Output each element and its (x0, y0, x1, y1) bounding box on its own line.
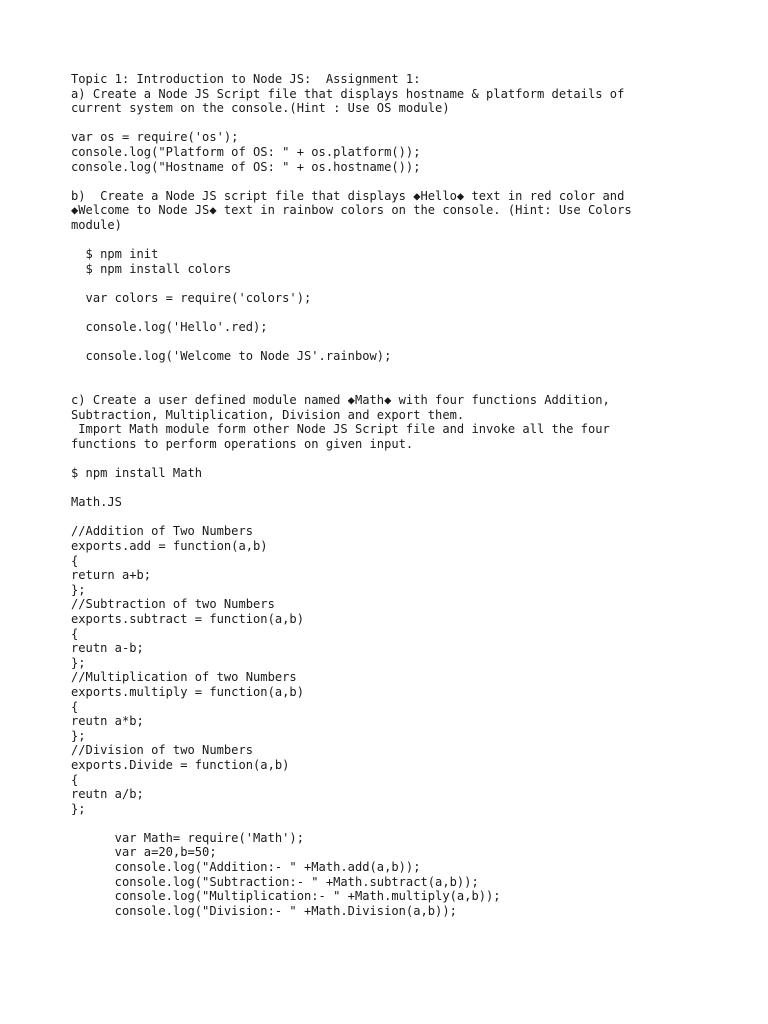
document-line: //Multiplication of two Numbers (71, 670, 297, 685)
document-line: console.log("Addition:- " +Math.add(a,b)); (71, 860, 421, 875)
document-line: console.log('Hello'.red); (71, 320, 268, 335)
document-line: reutn a/b; (71, 787, 144, 802)
blank-line (71, 481, 731, 496)
document-line: exports.multiply = function(a,b) (71, 684, 304, 699)
blank-line (71, 378, 731, 393)
document-line: var os = require('os'); (71, 130, 239, 145)
document-line: module) (71, 217, 122, 232)
document-line: //Subtraction of two Numbers (71, 597, 275, 612)
document-line: reutn a*b; (71, 714, 144, 729)
blank-line (71, 233, 731, 248)
document-line: console.log("Hostname of OS: " + os.hostname()); (71, 159, 421, 174)
blank-line (71, 364, 731, 379)
document-line: { (71, 553, 79, 568)
document-line: reutn a-b; (71, 641, 144, 656)
document-line: { (71, 626, 79, 641)
document-line: var Math= require('Math'); (71, 830, 304, 845)
document-line: var colors = require('colors'); (71, 290, 312, 305)
document-line: console.log("Division:- " +Math.Division(a,b)); (71, 903, 457, 918)
document-line: }; (71, 801, 86, 816)
document-line: { (71, 699, 79, 714)
document-line: exports.subtract = function(a,b) (71, 611, 304, 626)
document-line: functions to perform operations on given input. (71, 436, 414, 451)
document-line: Topic 1: Introduction to Node JS: Assignment 1: (71, 72, 421, 86)
document-line: b) Create a Node JS script file that displays ◆Hello◆ text in red color and (71, 188, 625, 203)
document-line: //Division of two Numbers (71, 743, 254, 758)
document-line: exports.add = function(a,b) (71, 539, 268, 553)
document-line: { (71, 772, 79, 787)
document-line: a) Create a Node JS Script file that displays hostname & platform details of (71, 86, 625, 101)
blank-line (71, 510, 731, 525)
document-line: }; (71, 582, 86, 597)
document-line: exports.Divide = function(a,b) (71, 757, 290, 772)
document-line: Math.JS (71, 495, 122, 510)
document-line: Subtraction, Multiplication, Division and export them. (71, 407, 465, 422)
blank-line (71, 174, 731, 189)
document-line: ◆Welcome to Node JS◆ text in rainbow colors on the console. (Hint: Use Colors (71, 203, 632, 218)
document-line: }; (71, 655, 86, 670)
document-line: }; (71, 728, 86, 743)
document-line: console.log("Multiplication:- " +Math.multiply(a,b)); (71, 889, 501, 904)
document-line: $ npm install colors (71, 261, 232, 276)
document-line: return a+b; (71, 568, 152, 583)
document-line: $ npm init (71, 247, 159, 262)
document-page (71, 72, 731, 918)
blank-line (71, 276, 731, 291)
document-line: console.log('Welcome to Node JS'.rainbow); (71, 349, 392, 364)
document-line: c) Create a user defined module named ◆Math◆ with four functions Addition, (71, 393, 610, 408)
document-line: $ npm install Math (71, 466, 203, 481)
blank-line (71, 335, 731, 350)
document-line: current system on the console.(Hint : Use OS module) (71, 101, 450, 116)
document-line: Import Math module form other Node JS Script file and invoke all the four (71, 422, 610, 437)
blank-line (71, 451, 731, 466)
blank-line (71, 306, 731, 321)
document-line: console.log("Platform of OS: " + os.platform()); (71, 144, 421, 159)
blank-line (71, 116, 731, 131)
document-line: //Addition of Two Numbers (71, 524, 254, 539)
document-line: console.log("Subtraction:- " +Math.subtract(a,b)); (71, 874, 479, 889)
blank-line (71, 816, 731, 831)
document-line: var a=20,b=50; (71, 845, 217, 860)
